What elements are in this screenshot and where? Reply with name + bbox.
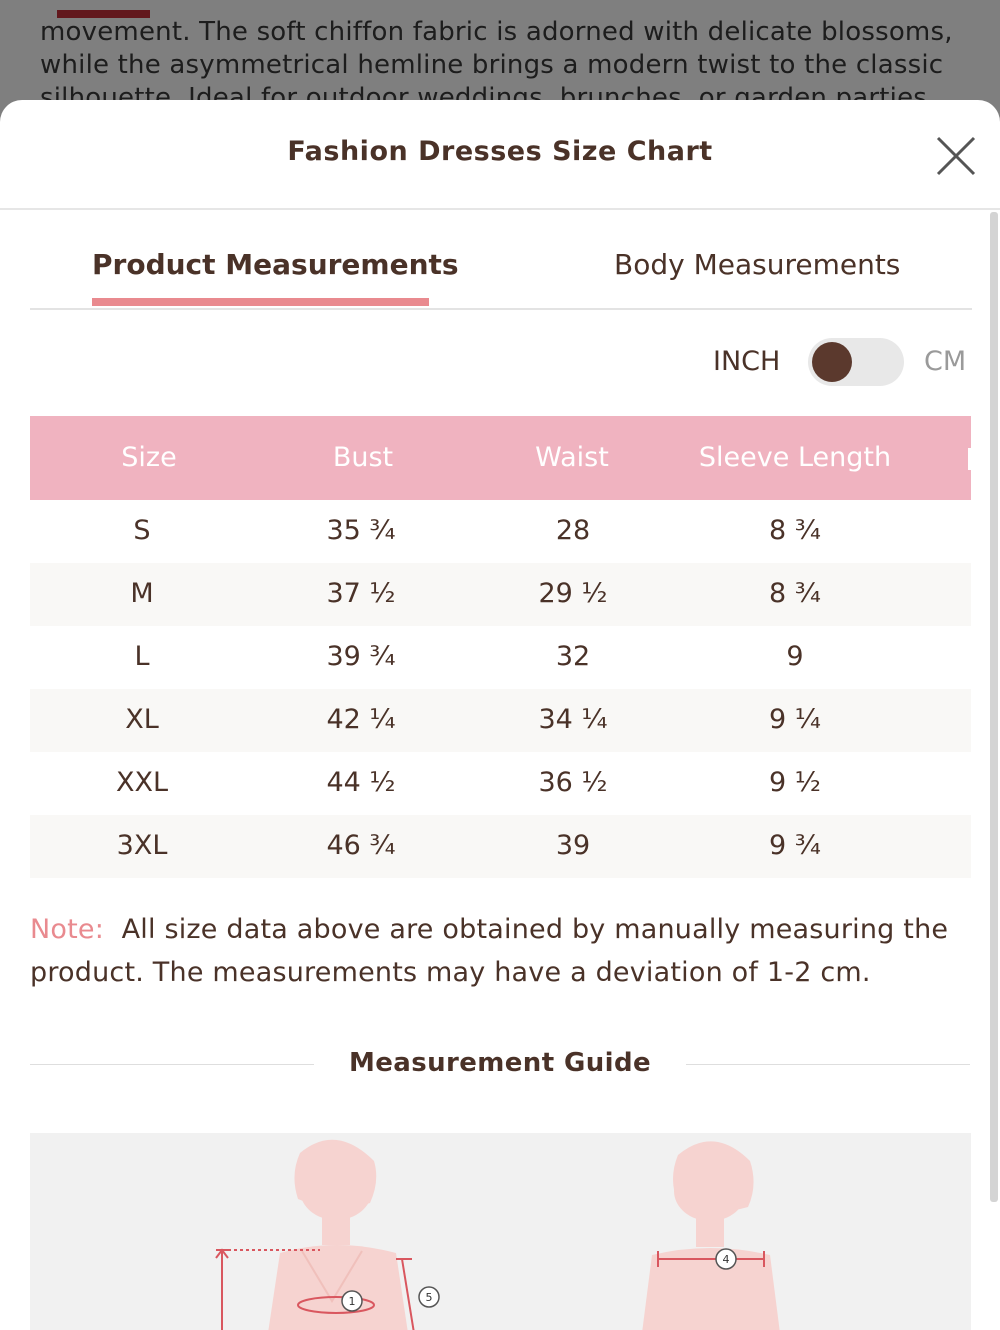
- table-cell: XXL: [115, 767, 169, 798]
- tab-body-measurements[interactable]: Body Measurements: [614, 248, 901, 281]
- front-figure: [268, 1140, 408, 1330]
- note-text: All size data above are obtained by manually measuring the product. The measurements may have a deviation of 1-2 cm.: [30, 914, 949, 988]
- marker-4: [716, 1249, 736, 1269]
- unit-label-cm[interactable]: CM: [924, 346, 967, 377]
- table-header: [30, 416, 971, 500]
- marker-label: 1: [348, 1295, 356, 1308]
- table-cell: 37 ½: [326, 578, 396, 609]
- table-cell: 9 ¾: [769, 830, 821, 861]
- size-table: [30, 416, 971, 878]
- table-cell: 9 ¼: [769, 704, 821, 735]
- marker-5: [419, 1287, 439, 1307]
- table-cell: S: [133, 515, 151, 546]
- modal-header: [0, 100, 1000, 210]
- table-cell: 42 ¼: [326, 704, 396, 735]
- back-figure: [642, 1141, 780, 1330]
- divider-line: [686, 1064, 970, 1065]
- table-row: [30, 815, 971, 878]
- size-note: [30, 908, 975, 994]
- column-header-sleeve-length: Sleeve Length: [698, 442, 892, 473]
- table-cell: 39: [555, 830, 591, 861]
- measurement-guide-illustration: [30, 1133, 971, 1330]
- table-row: [30, 563, 971, 626]
- table-cell: 9 ½: [769, 767, 821, 798]
- table-cell: 36 ½: [538, 767, 608, 798]
- modal-title: Fashion Dresses Size Chart: [287, 136, 713, 167]
- table-cell: 3XL: [116, 830, 168, 861]
- table-row: [30, 689, 971, 752]
- table-cell: 35 ¾: [326, 515, 396, 546]
- table-cell: L: [134, 641, 150, 672]
- dress-figure-illustration: [30, 1133, 971, 1330]
- table-cell: M: [130, 578, 154, 609]
- table-cell: 32: [555, 641, 591, 672]
- table-row: [30, 626, 971, 689]
- toggle-knob: [812, 342, 852, 382]
- table-cell: 8 ¾: [769, 515, 821, 546]
- table-cell: 44 ½: [326, 767, 396, 798]
- table-cell: 9: [786, 641, 804, 672]
- marker-1: [342, 1291, 362, 1311]
- table-row: [30, 752, 971, 815]
- unit-label-inch[interactable]: INCH: [713, 346, 781, 377]
- measurement-tabs: [30, 212, 972, 310]
- column-header-bust: Bust: [332, 442, 394, 473]
- table-cell: 39 ¾: [326, 641, 396, 672]
- unit-toggle[interactable]: [808, 338, 904, 386]
- table-cell: 28: [555, 515, 591, 546]
- tab-product-measurements[interactable]: Product Measurements: [92, 248, 459, 281]
- active-tab-indicator: [92, 298, 429, 306]
- table-cell: 34 ¼: [538, 704, 608, 735]
- table-cell: 29 ½: [538, 578, 608, 609]
- note-label: Note:: [30, 914, 105, 945]
- table-row: [30, 500, 971, 563]
- table-cell: 46 ¾: [326, 830, 396, 861]
- size-chart-modal: [0, 100, 1000, 1330]
- measurement-guide-title: Measurement Guide: [348, 1048, 652, 1078]
- table-cell: XL: [125, 704, 159, 735]
- column-header-waist: Waist: [535, 442, 609, 473]
- marker-label: 5: [425, 1291, 433, 1304]
- column-header-size: Size: [121, 442, 177, 473]
- marker-label: 4: [722, 1253, 730, 1266]
- close-icon: [930, 130, 982, 182]
- close-button[interactable]: [930, 130, 982, 182]
- table-cell: 8 ¾: [769, 578, 821, 609]
- header-edge-mark: [968, 448, 971, 470]
